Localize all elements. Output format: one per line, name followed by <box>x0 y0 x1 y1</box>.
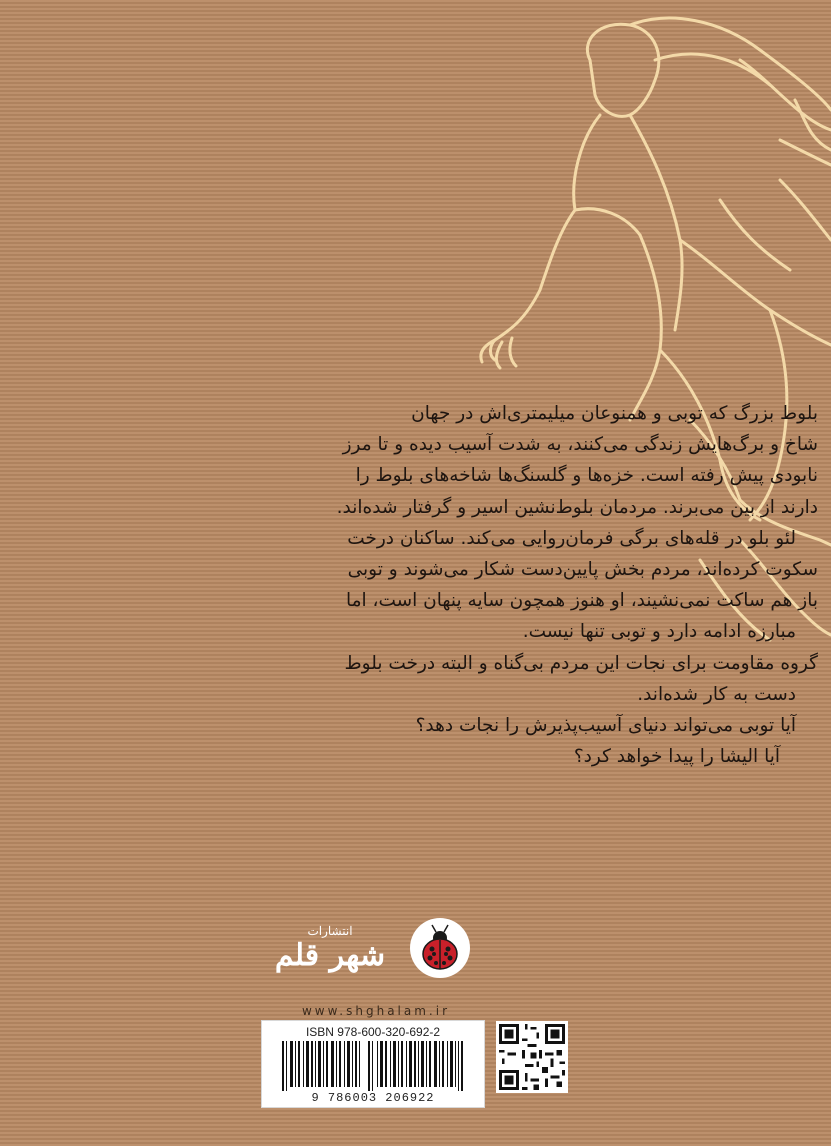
blurb-line: سکوت کرده‌اند، مردم بخش پایین‌دست شکار می‌شوند و توبی <box>347 559 818 581</box>
blurb-line: شاخ و برگ‌هایش زندگی می‌کنند، به شدت آسیب دیده و تا مرز <box>342 434 818 456</box>
publisher-logo <box>260 916 480 1006</box>
publisher-website: www.shghalam.ir <box>301 1004 451 1018</box>
blurb-line: آیا الیشا را پیدا خواهد کرد؟ <box>573 746 780 768</box>
blurb-line: گروه مقاومت برای نجات این مردم بی‌گناه و البته درخت بلوط <box>344 652 818 674</box>
back-cover-blurb <box>250 398 818 772</box>
publisher-name <box>260 924 400 973</box>
blurb-line: نابودی پیش رفته است. خزه‌ها و گلسنگ‌ها شاخه‌های بلوط را <box>355 465 818 487</box>
barcode-icon <box>282 1041 464 1091</box>
blurb-line: مبارزه ادامه دارد و توبی تنها نیست. <box>522 621 796 643</box>
blurb-line: لئو بلو در قله‌های برگی فرمان‌روایی می‌کند. ساکنان درخت <box>347 527 796 549</box>
ladybug-icon <box>408 916 472 980</box>
blurb-line: باز هم ساکت نمی‌نشیند، او هنوز همچون سایه پنهان است، اما <box>345 590 818 612</box>
isbn-label: ISBN 978-600-320-692-2 <box>305 1025 441 1039</box>
qr-code-icon <box>496 1021 568 1093</box>
blurb-line: دارند از بین می‌برند. مردمان بلوط‌نشین اسیر و گرفتار شده‌اند. <box>336 496 818 518</box>
blurb-line: دست به کار شده‌اند. <box>637 683 796 705</box>
blurb-line: آیا توبی می‌تواند دنیای آسیب‌پذیرش را نجات دهد؟ <box>415 715 796 737</box>
barcode-digits: 9 786003 206922 <box>311 1091 435 1105</box>
publisher-imprint: انتشارات <box>307 924 353 938</box>
publisher-title: شهر قلم <box>274 938 386 973</box>
blurb-line: بلوط بزرگ که توبی و همنوعان میلیمتری‌اش در جهان <box>411 403 818 424</box>
isbn-barcode-box <box>261 1020 485 1108</box>
